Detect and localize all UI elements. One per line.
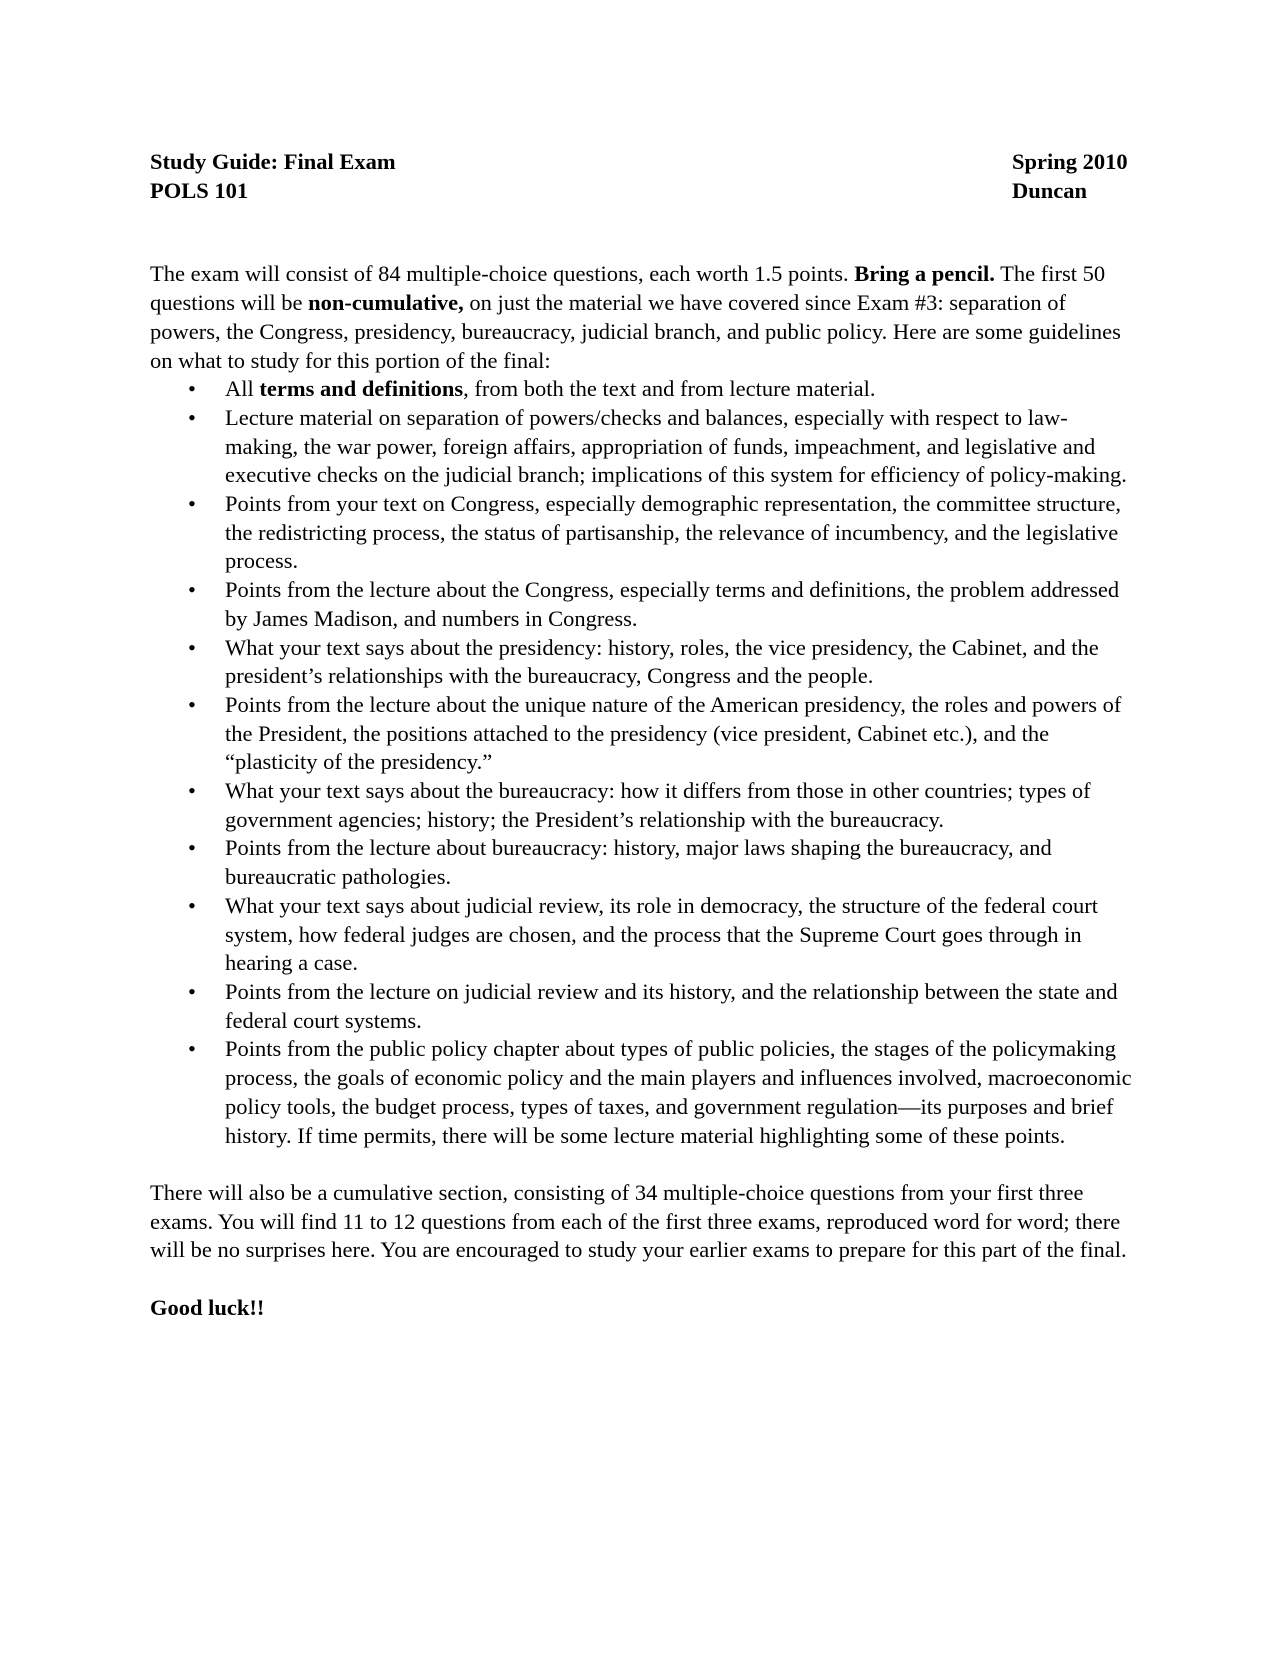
document-body (150, 148, 1140, 1322)
bullet-icon: • (188, 835, 196, 861)
closing-text (150, 1294, 1140, 1323)
list-item-text-post: , from both the text and from lecture material. (463, 376, 876, 402)
header-row-2 (150, 177, 1140, 206)
list-item (150, 892, 1140, 978)
header-course: POLS 101 (150, 177, 249, 203)
list-item-text: Points from your text on Congress, especially demographic representation, the committee structure, the redistricting process, the status of partisanship, the relevance of incumbency, and the legislative process. (225, 491, 1122, 574)
closing-bold: Good luck!! (150, 1294, 265, 1320)
list-item-text: What your text says about the bureaucracy: how it differs from those in other countries; types of government agencies; history; the President’s relationship with the bureaucracy. (225, 778, 1091, 832)
intro-bold-pencil: Bring a pencil. (854, 261, 995, 287)
list-item (150, 375, 1140, 404)
intro-paragraph (150, 260, 1140, 375)
list-item (150, 978, 1140, 1035)
list-item (150, 691, 1140, 777)
document-header (150, 148, 1140, 205)
list-item-text-bold: terms and definitions (259, 376, 464, 402)
bullet-icon: • (188, 892, 196, 918)
list-item-text: Points from the public policy chapter about types of public policies, the stages of the policymaking process, the goals of economic policy and the main players and influences involved, macroeconomic policy tools, the budget process, types of taxes, and government regulation—its purposes and brief history. If time permits, there will be some lecture material highlighting some of these points. (225, 1036, 1132, 1148)
list-item-text: Points from the lecture on judicial review and its history, and the relationship between the state and federal court systems. (225, 978, 1118, 1033)
list-item-text: Points from the lecture about bureaucracy: history, major laws shaping the bureaucracy, and bureaucratic pathologies. (225, 835, 1052, 890)
bullet-icon: • (188, 577, 196, 603)
intro-text-2: The first 50 questions will be (150, 261, 1106, 316)
cumulative-paragraph: There will also be a cumulative section, consisting of 34 multiple-choice questions from your first three exams. You will find 11 to 12 questions from each of the first three exams, reproduced word for word; there will be no surprises here. You are encouraged to study your earlier exams to prepare for this part of the final. (150, 1179, 1127, 1263)
intro-bold-noncumulative: non-cumulative, (308, 290, 464, 316)
list-item-text: Points from the lecture about the unique nature of the American presidency, the roles and powers of the President, the positions attached to the presidency (vice president, Cabinet etc.), and the “plasticity of the presidency.” (225, 691, 1122, 775)
header-row-1 (150, 148, 1140, 177)
bullet-icon: • (188, 691, 196, 717)
list-item-text: What your text says about judicial review, its role in democracy, the structure of the federal court system, how federal judges are chosen, and the process that the Supreme Court goes through in hearing a case. (225, 892, 1099, 976)
bullet-icon: • (188, 376, 196, 402)
list-item-text: Lecture material on separation of powers/checks and balances, especially with respect to law-making, the war power, foreign affairs, appropriation of funds, impeachment, and legislative and executive checks on the judicial branch; implications of this system for efficiency of policy-making. (225, 404, 1127, 488)
list-item (150, 834, 1140, 891)
bullet-icon: • (188, 404, 196, 430)
list-item-text: What your text says about the presidency: history, roles, the vice presidency, the Cabinet, and the president’s relationships with the bureaucracy, Congress and the people. (225, 634, 1099, 689)
header-instructor: Duncan (1012, 177, 1088, 203)
header-title: Study Guide: Final Exam (150, 149, 396, 174)
list-item (150, 490, 1140, 576)
list-item (150, 576, 1140, 633)
header-term: Spring 2010 (1012, 149, 1128, 174)
bullet-icon: • (188, 634, 196, 660)
bullet-icon: • (188, 1036, 196, 1062)
intro-text-3: on just the material we have covered since Exam #3: separation of powers, the Congress, presidency, bureaucracy, judicial branch, and public policy. Here are some guidelines on what to study for this portion of the final: (150, 290, 1121, 373)
intro-text-1: The exam will consist of 84 multiple-choice questions, each worth 1.5 points. (150, 261, 855, 287)
bullet-icon: • (188, 491, 196, 517)
list-item (150, 634, 1140, 691)
list-item (150, 404, 1140, 490)
bullet-icon: • (188, 978, 196, 1004)
list-item (150, 777, 1140, 834)
list-item-text: Points from the lecture about the Congress, especially terms and definitions, the problem addressed by James Madison, and numbers in Congress. (225, 577, 1120, 631)
list-item-text-pre: All (225, 376, 260, 402)
bullet-icon: • (188, 778, 196, 804)
study-topics-list (150, 375, 1140, 1150)
list-item (150, 1035, 1140, 1150)
